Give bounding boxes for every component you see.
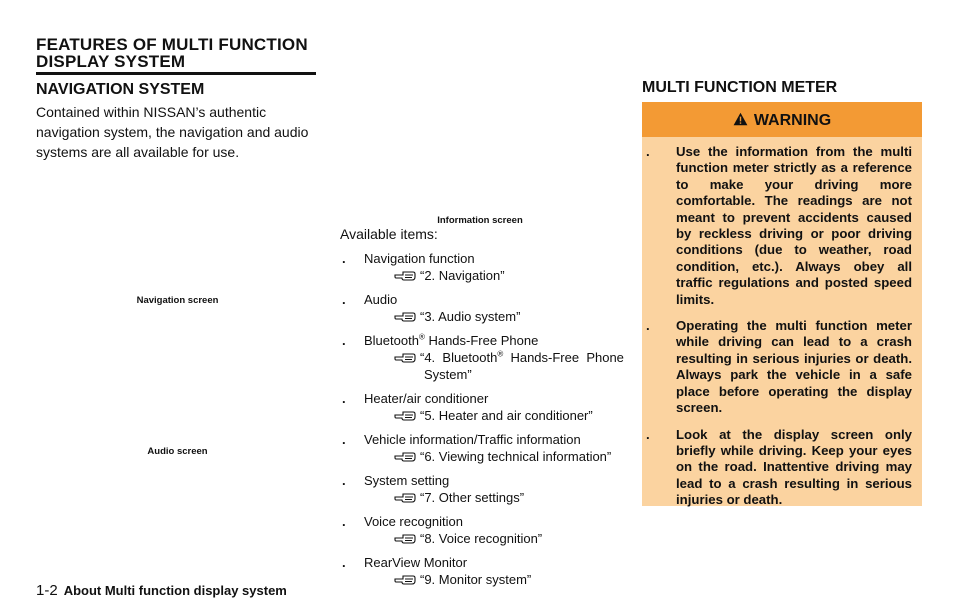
caption-information-screen: Information screen	[437, 215, 523, 226]
bullet: .	[342, 555, 346, 570]
warning-item	[646, 144, 912, 308]
item-reference-text: “4. Bluetooth® Hands-Free Phone	[420, 349, 624, 365]
registered-mark: ®	[418, 332, 425, 342]
pointing-hand-icon	[394, 409, 416, 422]
item-reference	[364, 489, 625, 506]
item-reference-text: “5. Heater and air conditioner”	[420, 408, 593, 423]
item-reference	[364, 267, 625, 284]
bullet: .	[342, 473, 346, 488]
page-footer	[36, 582, 287, 599]
list-item	[340, 390, 625, 424]
bullet: .	[646, 318, 650, 334]
available-items	[340, 226, 625, 588]
item-reference	[364, 407, 625, 424]
bullet: .	[342, 432, 346, 447]
item-reference	[364, 448, 625, 465]
warning-triangle-icon	[733, 112, 748, 126]
page-number: 1-2	[36, 582, 58, 599]
list-item	[340, 291, 625, 325]
list-item	[340, 250, 625, 284]
section-title-line2: DISPLAY SYSTEM	[36, 52, 186, 71]
warning-title: WARNING	[753, 112, 832, 129]
caption-audio-screen: Audio screen	[147, 446, 208, 457]
bullet: .	[342, 391, 346, 406]
item-reference-text: “6. Viewing technical information”	[420, 449, 612, 464]
item-label: Voice recognition	[364, 514, 464, 529]
list-item	[340, 332, 625, 383]
warning-text: Look at the display screen only briefly while driving. Keep your eyes on the road. Inattentive driving may lead to a crash resulting in serious injuries or death.	[676, 426, 912, 508]
section-title-line1: FEATURES OF MULTI FUNCTION	[36, 35, 308, 54]
item-label: Audio	[364, 292, 398, 307]
item-label: Heater/air conditioner	[364, 391, 489, 406]
item-reference-text: “3. Audio system”	[420, 309, 521, 324]
bullet: .	[342, 292, 346, 307]
meter-heading: MULTI FUNCTION METER	[642, 79, 838, 96]
available-items-title: Available items:	[340, 226, 438, 242]
warning-item	[646, 318, 912, 416]
item-label: System setting	[364, 473, 450, 488]
bullet: .	[342, 514, 346, 529]
list-item	[340, 513, 625, 547]
pointing-hand-icon	[394, 573, 416, 586]
item-reference-text: “8. Voice recognition”	[420, 531, 543, 546]
pointing-hand-icon	[394, 351, 416, 364]
item-reference	[364, 308, 625, 325]
item-label: Vehicle information/Traffic information	[364, 432, 581, 447]
item-reference-continued: System”	[424, 367, 472, 382]
pointing-hand-icon	[394, 450, 416, 463]
bullet: .	[646, 426, 650, 442]
pointing-hand-icon	[394, 269, 416, 282]
warning-list	[646, 144, 912, 519]
item-label: RearView Monitor	[364, 555, 468, 570]
item-reference	[364, 349, 625, 383]
item-reference-text: “9. Monitor system”	[420, 572, 532, 587]
item-reference	[364, 571, 625, 588]
section-title	[36, 36, 326, 70]
pointing-hand-icon	[394, 491, 416, 504]
list-item	[340, 554, 625, 588]
warning-text: Use the information from the multi function meter strictly as a reference to make your driving more comfortable. The readings are not meant to prevent accidents caused by reckless driving or poor driving conditions (due to weather, road condition, etc.). Always obey all traffic regulations and posted speed limits.	[676, 144, 912, 307]
item-reference-text: “7. Other settings”	[420, 490, 525, 505]
bullet: .	[342, 251, 346, 266]
list-item	[340, 472, 625, 506]
item-reference-text: “2. Navigation”	[420, 268, 505, 283]
navigation-heading: NAVIGATION SYSTEM	[36, 81, 205, 98]
warning-text: Operating the multi function meter while driving can lead to a crash resulting in serious injuries or death. Always park the vehicle in a safe place before operating the display screen.	[676, 318, 912, 416]
pointing-hand-icon	[394, 310, 416, 323]
footer-title: About Multi function display system	[63, 583, 287, 598]
warning-item	[646, 427, 912, 509]
list-item	[340, 431, 625, 465]
item-reference	[364, 530, 625, 547]
warning-title-row	[642, 112, 922, 130]
bullet: .	[646, 144, 650, 159]
bullet: .	[342, 333, 346, 348]
navigation-intro: Contained within NISSAN’s authentic navigation system, the navigation and audio systems are all available for use.	[36, 104, 309, 160]
pointing-hand-icon	[394, 532, 416, 545]
section-divider	[36, 72, 316, 75]
caption-navigation-screen: Navigation screen	[136, 295, 219, 306]
item-label: Bluetooth® Hands-Free Phone	[364, 332, 539, 348]
item-label: Navigation function	[364, 251, 475, 266]
